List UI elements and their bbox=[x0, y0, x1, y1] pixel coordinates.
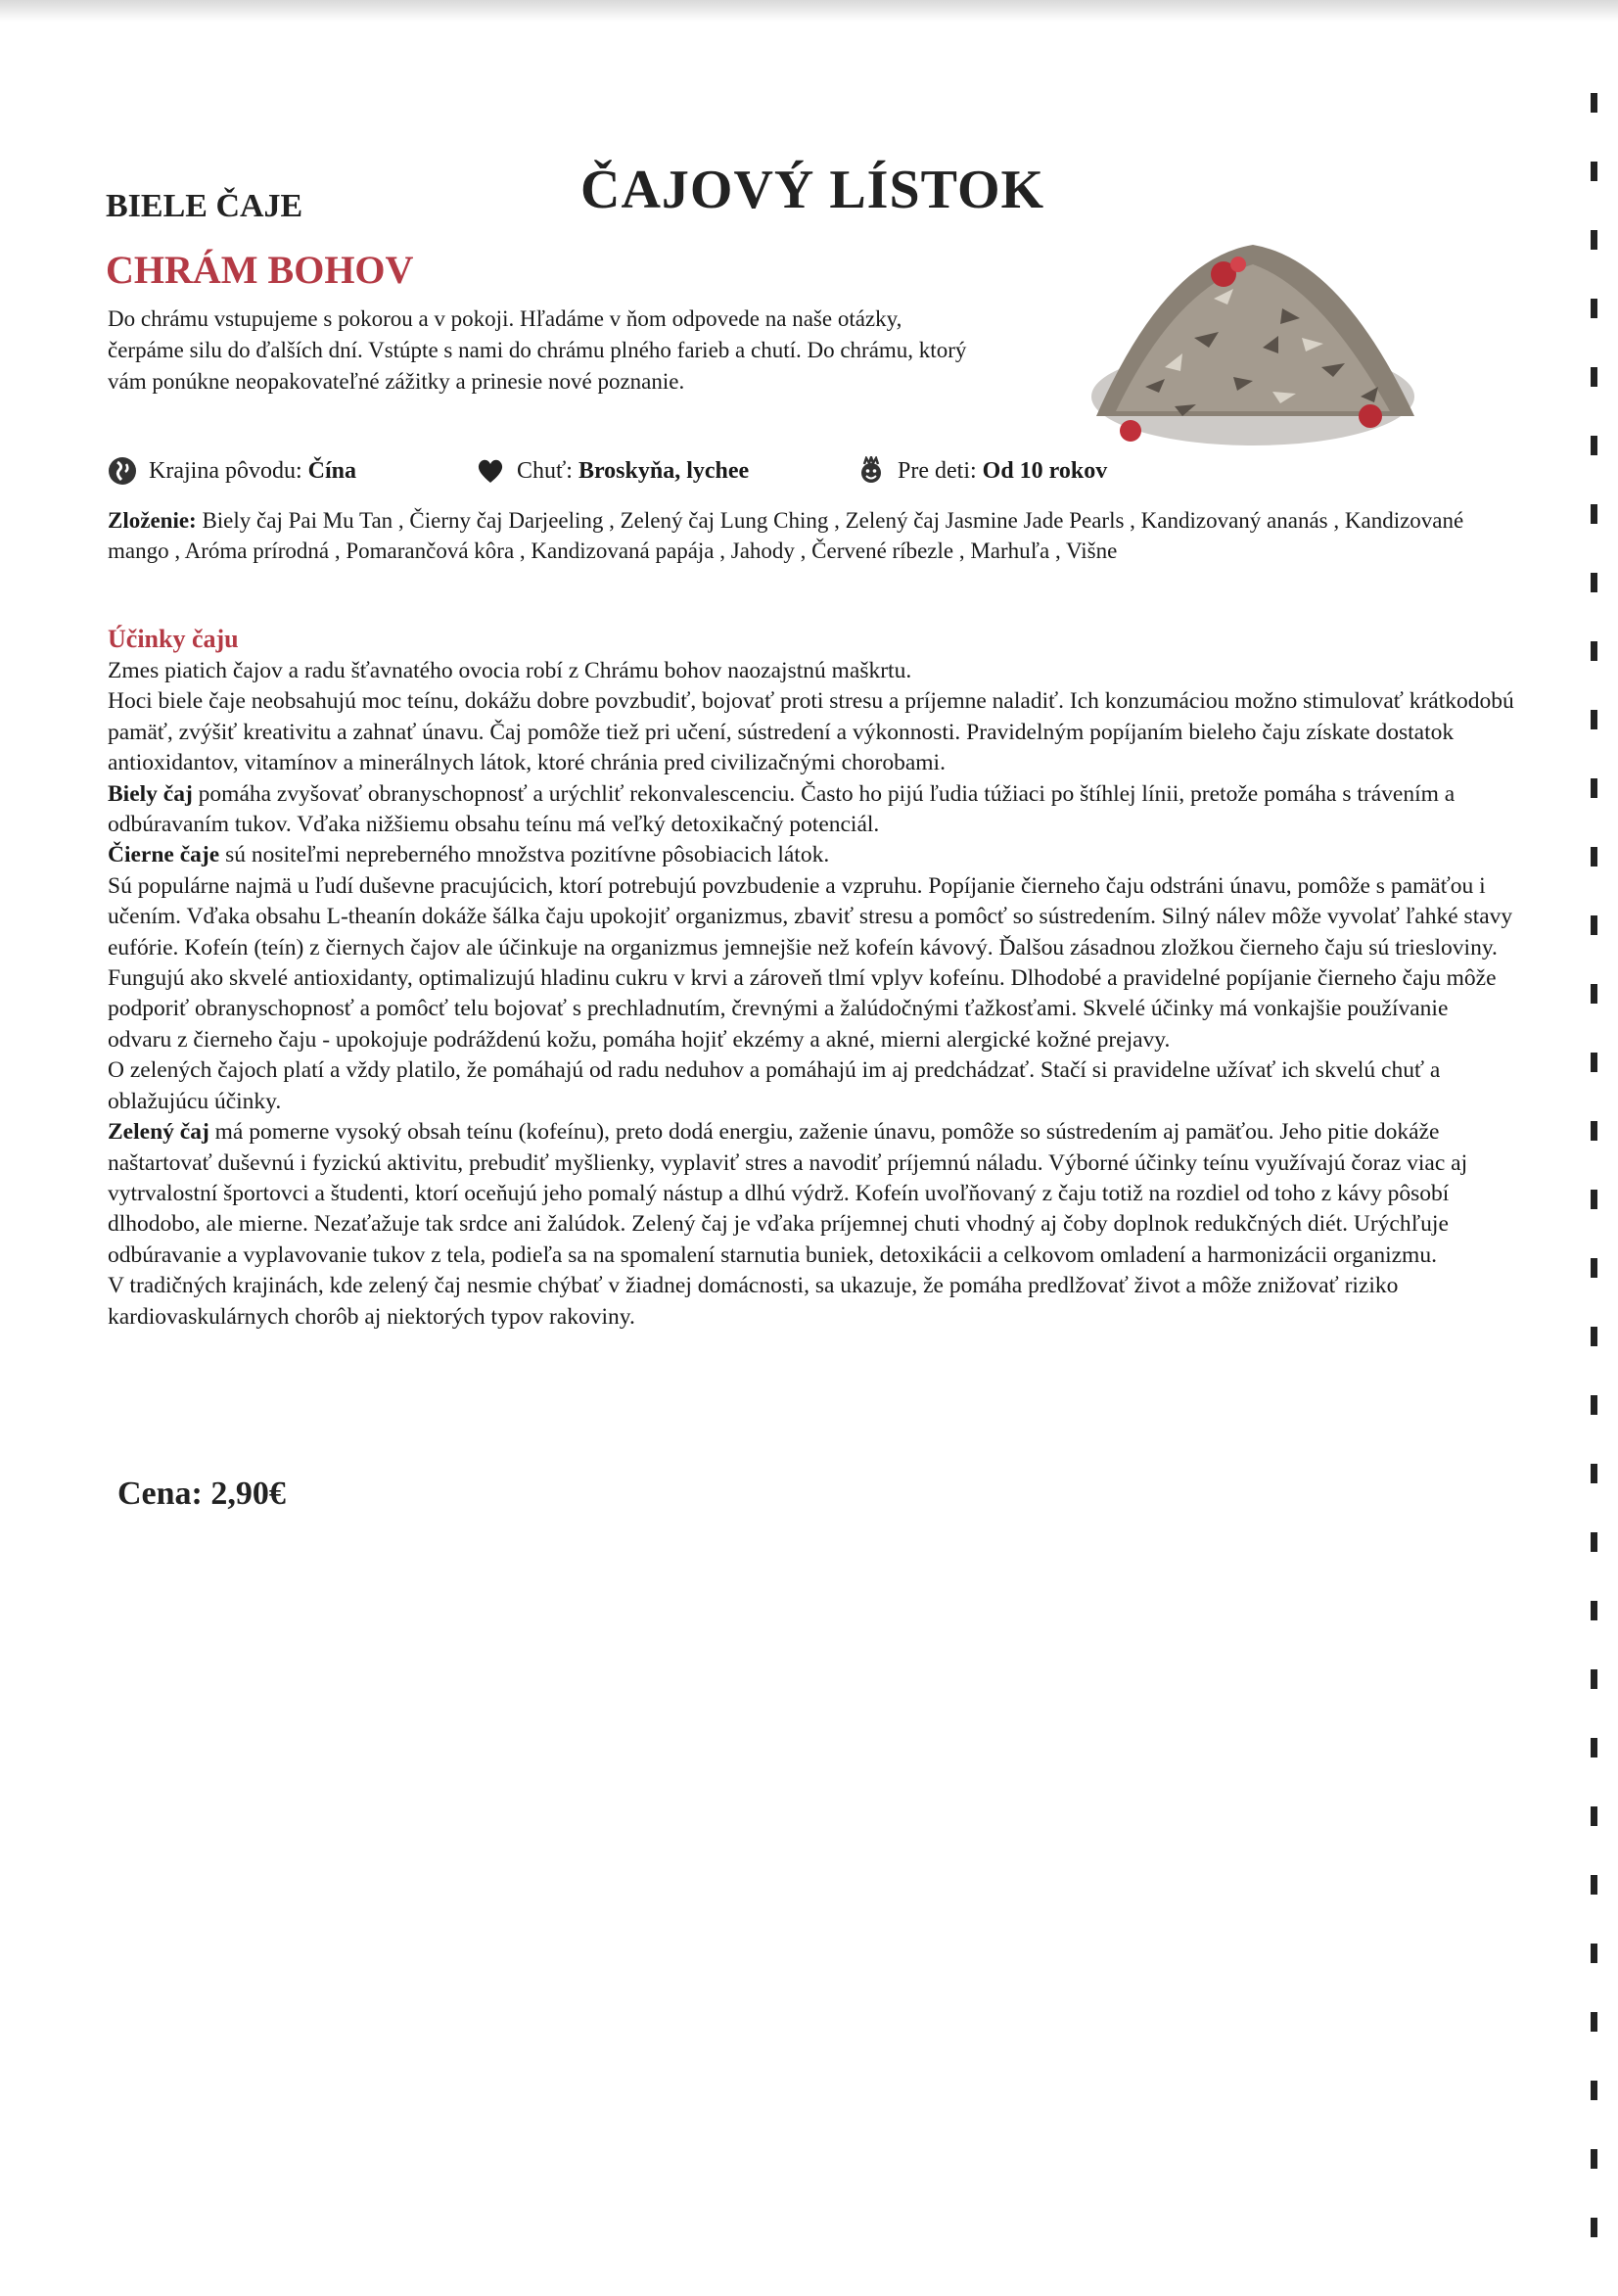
kids-label: Pre deti: bbox=[898, 457, 983, 484]
effects-paragraph: O zelených čajoch platí a vždy platilo, že pomáhajú od radu neduhov a pomáhajú im aj predchádzať. Stačí si pravidelne užívať ich skvelú chuť a oblažujúcu účinky. bbox=[108, 1057, 1441, 1114]
tea-attributes bbox=[108, 456, 1233, 495]
green-tea-text: má pomerne vysoký obsah teínu (kofeínu), preto dodá energiu, zaženie únavu, pomôže so sústredením aj pamäťou. Jeho pitie dokáže naštartovať duševnú i fyzickú aktivitu, prebudiť myšlienky, vyplaviť stres a navodiť príjemnú náladu. Výborné účinky teínu využívajú čoraz viac aj vytrvalostní športovci a študenti, ktorí oceňujú jeho pomalý nástup a dlhú výdrž. Kofeín uvoľňovaný z čaju totiž na rozdiel od toho z kávy pôsobí dlhodobo, ale mierne. Nezaťažuje tak srdce ani žalúdok. Zelený čaj je vďaka príjemnej chuti vhodný aj čoby doplnok redukčných diét. Urýchľuje odbúravanie a vyplavovanie tukov z tela, podieľa sa na spomalení starnutia buniek, detoxikácii a celkovom omladení a harmonizácii organizmu. bbox=[108, 1119, 1468, 1268]
globe-icon bbox=[108, 456, 137, 486]
green-tea-paragraph bbox=[108, 1117, 1517, 1271]
composition bbox=[108, 505, 1517, 566]
black-tea-label: Čierne čaje bbox=[108, 842, 220, 868]
effects-body bbox=[108, 656, 1517, 1333]
heart-icon bbox=[476, 456, 505, 486]
white-tea-text: pomáha zvyšovať obranyschopnosť a urýchliť rekonvalescenciu. Často ho pijú ľudia túžiaci po štíhlej línii, pretože pomáha s trávením a odbúravaním tukov. Vďaka nižšiemu obsahu teínu má veľký detoxikačný potenciál. bbox=[108, 780, 1456, 838]
white-tea-paragraph bbox=[108, 779, 1517, 841]
flavor-value: Broskyňa, lychee bbox=[578, 457, 750, 484]
origin-attribute bbox=[108, 456, 356, 486]
page-title: ČAJOVÝ LÍSTOK bbox=[580, 160, 1045, 220]
effects-paragraph: Hoci biele čaje neobsahujú moc teínu, dokážu dobre povzbudiť, bojovať proti stresu a príjemne naladiť. Ich konzumáciou možno stimulovať krátkodobú pamäť, zvýšiť kreativitu a zahnať únavu. Čaj pomôže tiež pri učení, sústredení a výkonnosti. Pravidelným popíjaním bieleho čaju získate dostatok antioxidantov, vitamínov a minerálnych látok, ktoré chránia pred civilizačnými chorobami. bbox=[108, 688, 1514, 776]
child-face-icon bbox=[856, 456, 886, 486]
tea-name: CHRÁM BOHOV bbox=[106, 248, 414, 292]
kids-value: Od 10 rokov bbox=[982, 457, 1108, 484]
origin-label: Krajina pôvodu: bbox=[149, 457, 308, 484]
flavor-attribute bbox=[476, 456, 749, 486]
price: Cena: 2,90€ bbox=[117, 1476, 286, 1512]
loose-leaf-tea-icon bbox=[1077, 220, 1429, 455]
white-tea-label: Biely čaj bbox=[108, 780, 193, 807]
tea-intro: Do chrámu vstupujeme s pokorou a v pokoji. Hľadáme v ňom odpovede na naše otázky, čerpáme silu do ďalších dní. Vstúpte s nami do chrámu plného farieb a chutí. Do chrámu, ktorý vám ponúkne neopakovateľné zážitky a prinesie nové poznanie. bbox=[108, 306, 967, 394]
composition-text: Biely čaj Pai Mu Tan , Čierny čaj Darjeeling , Zelený čaj Lung Ching , Zelený čaj Jasmine Jade Pearls , Kandizovaný ananás , Kandizované mango , Aróma prírodná , Pomarančová kôra , Kandizovaná papája , Jahody , Červené ríbezle , Marhuľa , Višne bbox=[108, 508, 1464, 563]
composition-label: Zloženie: bbox=[108, 508, 197, 533]
effects-title: Účinky čaju bbox=[108, 625, 239, 653]
scan-edge bbox=[0, 0, 1618, 22]
green-tea-label: Zelený čaj bbox=[108, 1119, 209, 1146]
category-heading: BIELE ČAJE bbox=[106, 188, 303, 224]
black-tea-paragraph bbox=[108, 840, 1517, 870]
black-tea-text: sú nositeľmi nepreberného množstva pozitívne pôsobiacich látok. bbox=[219, 842, 830, 868]
effects-paragraph: V tradičných krajinách, kde zelený čaj nesmie chýbať v žiadnej domácnosti, sa ukazuje, že pomáha predlžovať život a môže znižovať riziko kardiovaskulárnych chorôb aj niektorých typov rakoviny. bbox=[108, 1273, 1399, 1330]
binding-holes bbox=[1591, 93, 1600, 2296]
effects-paragraph: Sú populárne najmä u ľudí duševne pracujúcich, ktorí potrebujú povzbudenie a vzpruhu. Popíjanie čierneho čaju odstráni únavu, pomôže s pamäťou i učením. Vďaka obsahu L-theanín dokáže šálka čaju upokojiť organizmus, zbaviť stresu a pomôcť so sústredením. Silný nálev môže vyvolať ľahké stavy eufórie. Kofeín (teín) z čiernych čajov ale účinkuje na organizmus jemnejšie než kofeín kávový. Ďalšou zásadnou zložkou čierneho čaju sú triesloviny. Fungujú ako skvelé antioxidanty, optimalizujú hladinu cukru v krvi a zároveň tlmí vplyv kofeínu. Dlhodobé a pravidelné popíjanie čierneho čaju môže podporiť obranyschopnosť a pomôcť telu bojovať s prechladnutím, črevnými a žalúdočnými ťažkosťami. Skvelé účinky má vonkajšie používanie odvaru z čierneho čaju - upokojuje podráždenú kožu, pomáha hojiť ekzémy a akné, mierni alergické kožné prejavy. bbox=[108, 872, 1513, 1053]
flavor-label: Chuť: bbox=[517, 457, 578, 484]
origin-value: Čína bbox=[307, 457, 356, 484]
effects-paragraph: Zmes piatich čajov a radu šťavnatého ovocia robí z Chrámu bohov naozajstnú maškrtu. bbox=[108, 658, 912, 683]
kids-attribute bbox=[856, 456, 1107, 486]
